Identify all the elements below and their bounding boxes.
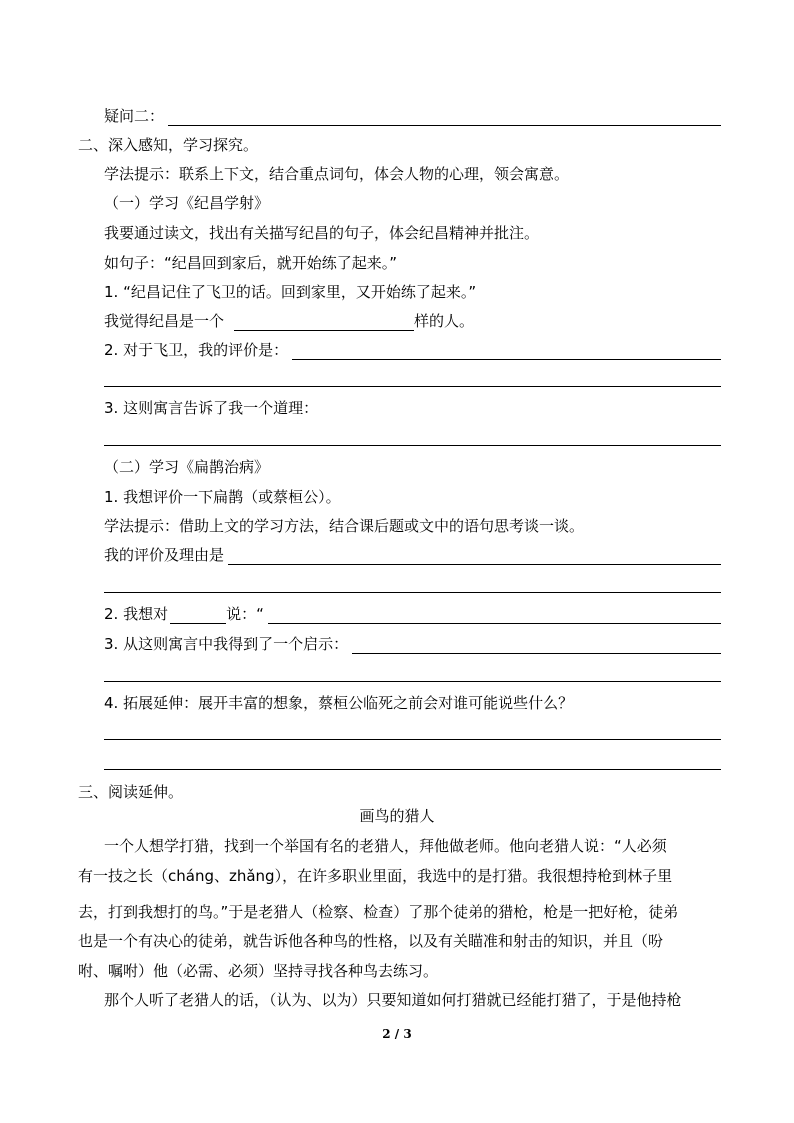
section-3-heading: 三、阅读延伸。 xyxy=(78,783,184,801)
answer-suffix: 样的人。 xyxy=(414,312,475,330)
part-1-example: 如句子：“纪昌回到家后，就开始练了起来。” xyxy=(104,254,398,272)
answer-blank[interactable] xyxy=(234,315,414,331)
study-tip-2: 学法提示：借助上文的学习方法，结合课后题或文中的语句思考谈一谈。 xyxy=(104,517,585,535)
answer-blank[interactable] xyxy=(168,110,721,126)
question-2-line xyxy=(104,106,721,126)
answer-line[interactable] xyxy=(104,739,721,740)
answer-line[interactable] xyxy=(104,445,721,446)
section-2-heading: 二、深入感知，学习探究。 xyxy=(78,136,259,154)
part-2-item-4: 4. 拓展延伸：展开丰富的想象，蔡桓公临死之前会对谁可能说些什么？ xyxy=(104,694,574,712)
answer-line[interactable] xyxy=(104,592,721,593)
part-2-item-2 xyxy=(104,604,721,624)
part-1-task: 我要通过读文，找出有关描写纪昌的句子，体会纪昌精神并批注。 xyxy=(104,224,540,242)
part-2-item-3 xyxy=(104,634,721,654)
part-2-item-1-answer xyxy=(104,545,721,565)
item-text: 2. 我想对 xyxy=(104,605,169,623)
item-text: 3. 从这则寓言中我得到了一个启示： xyxy=(104,635,349,653)
story-line: 咐、嘱咐）他（必需、必须）坚持寻找各种鸟去练习。 xyxy=(78,962,439,980)
answer-line[interactable] xyxy=(104,681,721,682)
story-line: 有一技之长（cháng、zhǎng），在许多职业里面，我选中的是打猎。我很想持枪到林子里 xyxy=(78,867,673,885)
study-tip-1: 学法提示：联系上下文，结合重点词句，体会人物的心理，领会寓意。 xyxy=(104,165,570,183)
story-line: 去，打到我想打的鸟。”于是老猎人（检察、检查）了那个徒弟的猎枪，枪是一把好枪，徒弟 xyxy=(78,903,679,921)
part-2-title: （二）学习《扁鹊治病》 xyxy=(104,458,270,476)
answer-blank[interactable] xyxy=(292,344,721,360)
item-text: 说：“ xyxy=(226,605,264,623)
story-title: 画鸟的猎人 xyxy=(359,807,435,825)
item-text: 我的评价及理由是 xyxy=(104,546,225,564)
part-1-item-2 xyxy=(104,340,721,360)
page-number: 2 / 3 xyxy=(382,1027,412,1041)
answer-blank[interactable] xyxy=(268,608,721,624)
item-text: 2. 对于飞卫，我的评价是： xyxy=(104,341,289,359)
part-1-item-1-answer xyxy=(104,311,474,331)
story-line: 一个人想学打猎，找到一个举国有名的老猎人，拜他做老师。他向老猎人说：“人必须 xyxy=(104,837,667,855)
part-2-item-1: 1. 我想评价一下扁鹊（或蔡桓公）。 xyxy=(104,488,341,506)
answer-blank[interactable] xyxy=(228,549,721,565)
story-line: 那个人听了老猎人的话，（认为、以为）只要知道如何打猎就已经能打猎了，于是他持枪 xyxy=(104,991,682,1009)
part-1-item-3: 3. 这则寓言告诉了我一个道理： xyxy=(104,399,319,417)
story-line: 也是一个有决心的徒弟，就告诉他各种鸟的性格，以及有关瞄准和射击的知识，并且（吩 xyxy=(78,932,664,950)
part-1-title: （一）学习《纪昌学射》 xyxy=(104,194,270,212)
answer-line[interactable] xyxy=(104,386,721,387)
answer-blank[interactable] xyxy=(170,608,226,624)
answer-prefix: 我觉得纪昌是一个 xyxy=(104,312,225,330)
answer-blank[interactable] xyxy=(352,638,721,654)
question-2-label: 疑问二： xyxy=(104,107,165,125)
answer-line[interactable] xyxy=(104,769,721,770)
part-1-item-1: 1. “纪昌记住了飞卫的话。回到家里，又开始练了起来。” xyxy=(104,283,477,301)
